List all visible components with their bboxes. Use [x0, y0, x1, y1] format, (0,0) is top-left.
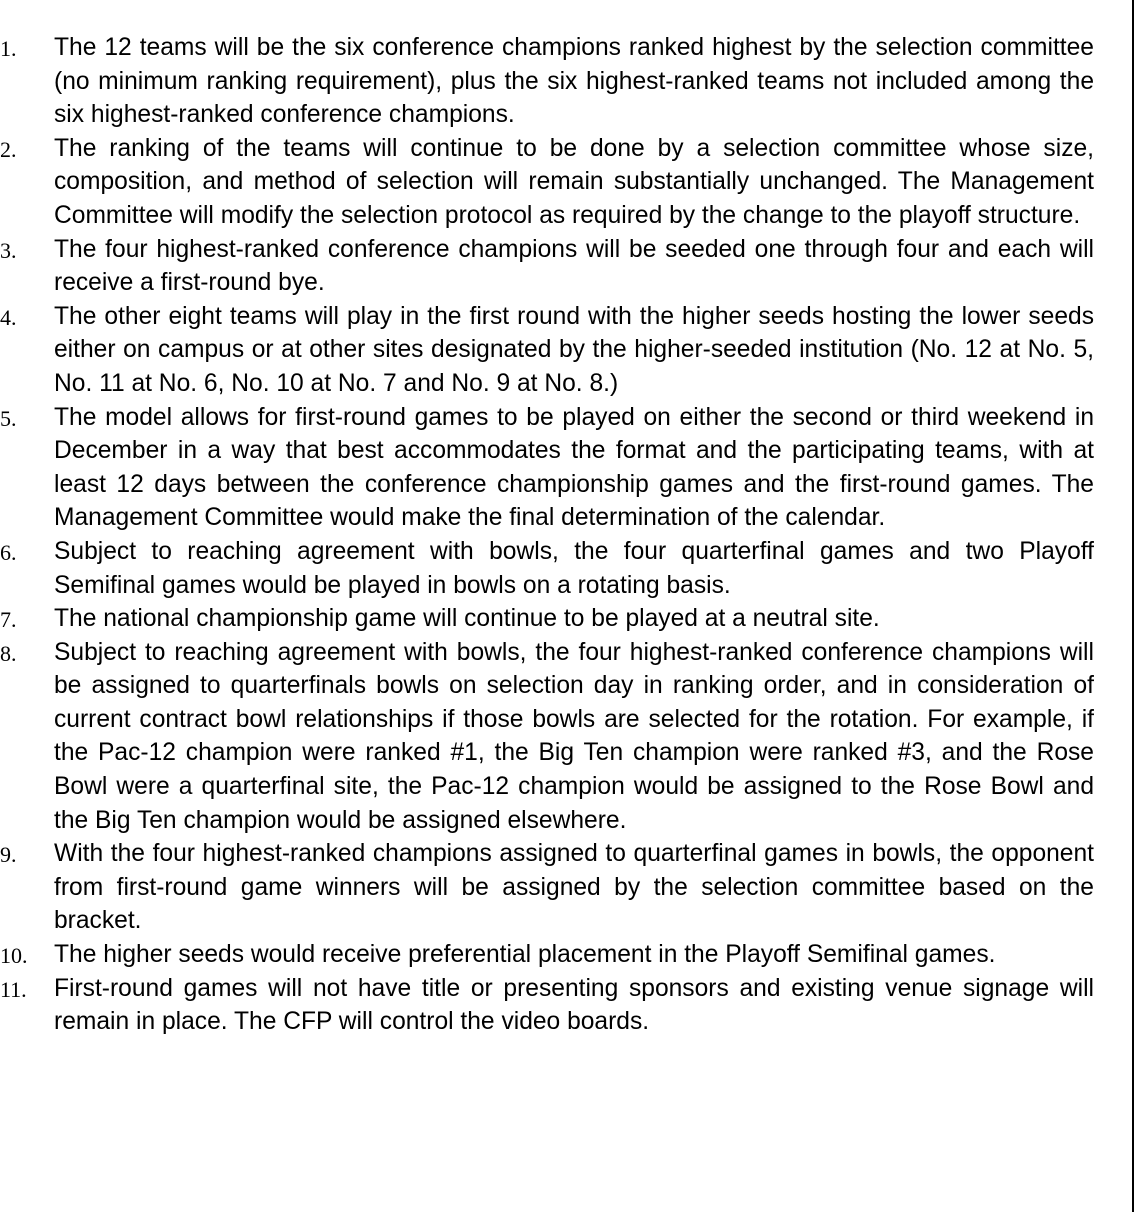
list-item — [0, 938, 1094, 972]
list-item-number: 4. — [0, 304, 17, 330]
list-item-text: First-round games will not have title or presenting sponsors and existing venue signage will remain in place. The CFP will control the video boards. — [54, 974, 1094, 1036]
list-item-text: The other eight teams will play in the first round with the higher seeds hosting the lower seeds either on campus or at other sites designated by the higher-seeded institution (No. 12 at No. 5, No. 11 at No. 6, No. 10 at No. 7 and No. 9 at No. 8.) — [54, 302, 1094, 397]
list-item — [0, 972, 1094, 1039]
list-item-number: 3. — [0, 237, 17, 263]
list-item — [0, 233, 1094, 300]
list-item-number: 6. — [0, 539, 17, 565]
list-item-text: The 12 teams will be the six conference champions ranked highest by the selection committee (no minimum ranking requirement), plus the six highest-ranked teams not included among the six highest-ranked conference champions. — [54, 34, 1094, 129]
list-item-number: 8. — [0, 640, 17, 666]
list-item-number: 7. — [0, 607, 17, 633]
list-item — [0, 401, 1094, 535]
list-item-text: Subject to reaching agreement with bowls, the four highest-ranked conference champions will be assigned to quarterfinals bowls on selection day in ranking order, and in consideration of current contract bowl relationships if those bowls are selected for the rotation. For example, if the Pac-12 champion were ranked #1, the Big Ten champion were ranked #3, and the Rose Bowl were a quarterfinal site, the Pac-12 champion would be assigned to the Rose Bowl and the Big Ten champion would be assigned elsewhere. — [54, 638, 1094, 834]
list-item-text: The ranking of the teams will continue to be done by a selection committee whose size, composition, and method of selection will remain substantially unchanged. The Management Committee will modify the selection protocol as required by the change to the playoff structure. — [54, 134, 1094, 229]
list-item-text: The model allows for first-round games to be played on either the second or third weekend in December in a way that best accommodates the format and the participating teams, with at least 12 days between the conference championship games and the first-round games. The Management Committee would make the final determination of the calendar. — [54, 403, 1094, 532]
list-item — [0, 300, 1094, 401]
list-item — [0, 535, 1094, 602]
list-item-number: 5. — [0, 405, 17, 431]
numbered-list — [0, 31, 1094, 1039]
list-item-text: Subject to reaching agreement with bowls, the four quarterfinal games and two Playoff Semifinal games would be played in bowls on a rotating basis. — [54, 537, 1094, 599]
list-item — [0, 636, 1094, 838]
list-item — [0, 837, 1094, 938]
list-item — [0, 31, 1094, 132]
list-item — [0, 602, 1094, 636]
list-item — [0, 132, 1094, 233]
list-item-number: 10. — [0, 943, 28, 969]
list-item-text: With the four highest-ranked champions assigned to quarterfinal games in bowls, the opponent from first-round game winners will be assigned by the selection committee based on the bracket. — [54, 840, 1094, 935]
list-item-number: 1. — [0, 36, 17, 61]
list-item-text: The higher seeds would receive preferential placement in the Playoff Semifinal games. — [54, 941, 996, 969]
list-item-number: 9. — [0, 842, 17, 868]
list-item-number: 2. — [0, 136, 17, 162]
list-item-number: 11. — [0, 976, 27, 1002]
list-item-text: The four highest-ranked conference champions will be seeded one through four and each will receive a first-round bye. — [54, 235, 1094, 297]
list-item-text: The national championship game will continue to be played at a neutral site. — [54, 605, 880, 633]
